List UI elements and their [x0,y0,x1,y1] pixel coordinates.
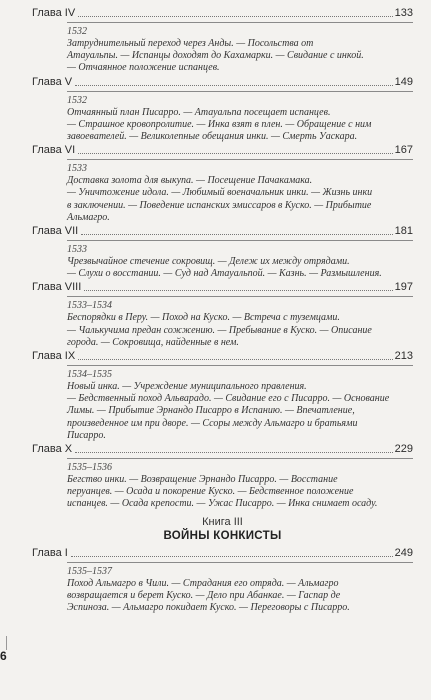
chapter-entry [32,143,413,224]
chapter-summary [67,22,413,75]
chapter-description [67,107,413,144]
chapter-heading [32,442,413,456]
description-line: — Страшное кровопролитие. — Инка взят в плен. — Обращение с ним [67,118,372,130]
chapter-title: Глава X [32,443,73,456]
chapter-page: 149 [394,75,413,88]
description-line: Писарро. [67,429,106,441]
chapter-description [67,578,413,615]
chapter-page: 167 [394,144,413,157]
description-line: Атауальпы. — Испанцы доходят до Кахамарки. — Свидание с инкой. [67,50,364,62]
chapter-description [67,38,413,75]
chapter-page: 133 [394,7,413,19]
page-number: 6 [0,649,7,663]
chapter-summary [67,296,413,349]
description-line: Бегство инки. — Возвращение Эрнандо Писарро. — Восстание [67,474,338,486]
chapter-summary [67,562,413,615]
chapter-page: 213 [394,350,413,363]
dot-leader [71,556,393,557]
chapter-summary [67,458,413,511]
book-title: ВОЙНЫ КОНКИСТЫ [163,529,282,542]
dot-leader [78,16,392,17]
dot-leader [75,85,393,86]
chapter-heading [32,6,413,20]
chapter-heading [32,349,413,363]
chapter-entry [32,224,413,280]
chapter-title: Глава IV [32,7,76,19]
dot-leader [78,359,392,360]
chapter-page: 197 [394,281,413,294]
chapter-page: 249 [394,546,413,559]
description-line: Затруднительный переход через Анды. — Посольства от [67,38,314,49]
chapter-entry [32,6,413,75]
chapter-heading [32,224,413,238]
table-of-contents [32,6,413,614]
description-line: Эспиноза. — Альмагро покидает Куско. — Переговоры с Писарро. [67,602,350,614]
book-label: Книга III [202,515,243,528]
description-line: в заключении. — Поведение испанских эмиссаров в Куско. — Прибытие [67,199,372,211]
chapter-summary [67,91,413,144]
chapter-summary [67,240,413,280]
chapter-year: 1533 [67,163,87,175]
description-line: — Отчаянное положение испанцев. [67,62,220,74]
description-line: Поход Альмагро в Чили. — Страдания его отряда. — Альмагро [67,577,339,589]
chapter-year: 1535–1536 [67,462,112,474]
description-line: Новый инка. — Учреждение муниципального правления. [67,381,307,393]
chapter-heading [32,75,413,89]
chapter-entry [32,442,413,511]
description-line: Отчаянный план Писарро. — Атауальпа посещает испанцев. [67,106,331,118]
book-heading [32,516,413,544]
description-line: перуанцев. — Осада и покорение Куско. — Бедственное положение [67,486,354,498]
chapter-title: Глава VII [32,225,79,238]
description-line: — Уничтожение идола. — Любимый военачальник инки. — Жизнь инки [67,187,373,199]
chapter-entry [32,349,413,442]
description-line: города. — Сокровища, найденные в нем. [67,336,239,348]
dot-leader [81,234,392,235]
chapter-year: 1533 [67,244,87,256]
margin-rule [6,636,7,650]
chapter-description [67,256,413,280]
chapter-entry [32,280,413,349]
chapter-description [67,381,413,442]
description-line: — Чалькучима предан сожжению. — Пребывание в Куско. — Описание [67,324,372,336]
chapter-title: Глава V [32,75,73,88]
chapter-year: 1532 [67,26,87,37]
description-line: Лимы. — Прибытие Эрнандо Писарро в Испанию. — Впечатление, [67,405,355,417]
chapter-title: Глава I [32,546,68,559]
chapter-heading [32,143,413,157]
chapter-summary [67,365,413,442]
description-line: — Слухи о восстании. — Суд над Атауальпой. — Казнь. — Размышления. [67,268,382,280]
chapter-description [67,474,413,511]
dot-leader [78,153,392,154]
chapter-entry [32,546,413,615]
chapter-year: 1533–1534 [67,300,112,312]
dot-leader [84,290,392,291]
description-line: Беспорядки в Перу. — Поход на Куско. — Встреча с туземцами. [67,312,340,324]
chapter-page: 181 [394,225,413,238]
description-line: Чрезвычайное стечение сокровищ. — Дележ их между отрядами. [67,256,350,268]
dot-leader [75,452,393,453]
chapter-description [67,175,413,224]
chapter-summary [67,159,413,224]
chapter-list [32,546,413,615]
chapter-entry [32,75,413,144]
chapter-list [32,6,413,511]
chapter-year: 1532 [67,94,87,106]
chapter-heading [32,546,413,560]
description-line: испанцев. — Осада крепости. — Ужас Писарро. — Инка снимает осаду. [67,498,378,510]
description-line: возвращается и берет Куско. — Дело при Абанкае. — Гаспар де [67,589,341,601]
description-line: Доставка золота для выкупа. — Посещение Пачакамака. [67,175,313,187]
chapter-description [67,312,413,349]
description-line: произведенное им при дворе. — Ссоры между Альмагро и братьями [67,417,358,429]
chapter-heading [32,280,413,294]
chapter-title: Глава VIII [32,281,82,294]
description-line: завоевателей. — Великолепные обещания инки. — Смерть Уаскара. [67,131,358,143]
description-line: — Бедственный поход Альварадо. — Свидание его с Писарро. — Основание [67,393,390,405]
chapter-year: 1534–1535 [67,369,112,381]
chapter-title: Глава VI [32,144,76,157]
chapter-page: 229 [394,443,413,456]
chapter-title: Глава IX [32,350,76,363]
chapter-year: 1535–1537 [67,565,112,577]
description-line: Альмагро. [67,211,110,223]
